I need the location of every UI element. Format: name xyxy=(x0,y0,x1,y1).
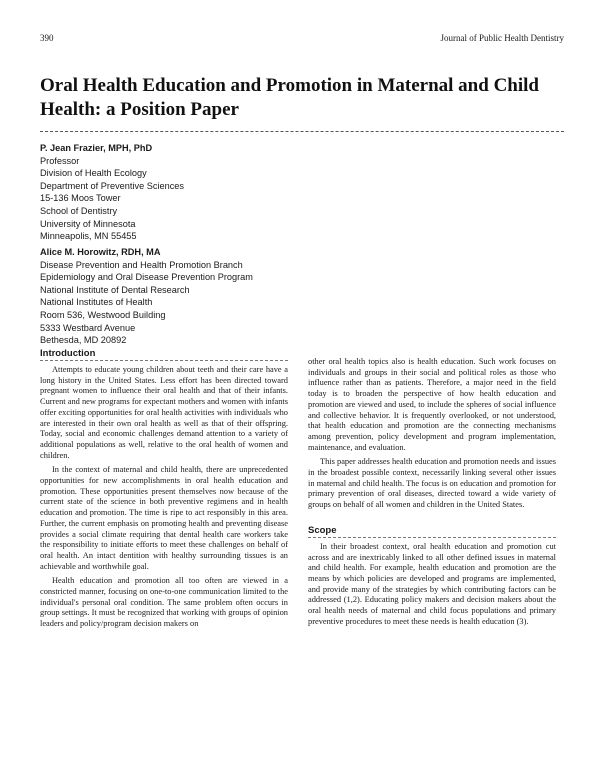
title-divider xyxy=(40,131,564,132)
author-affiliation-line: Minneapolis, MN 55455 xyxy=(40,231,137,242)
author-affiliation-line: National Institute of Dental Research xyxy=(40,284,190,295)
author-affiliation-line: 15-136 Moos Tower xyxy=(40,193,121,204)
author-affiliation-line: Epidemiology and Oral Disease Prevention Program xyxy=(40,272,253,283)
author-name: P. Jean Frazier, MPH, PhD xyxy=(40,143,153,153)
body-paragraph: Attempts to educate young children about teeth and their care have a long history in the United States. Less effort has been directed toward pregnant women to influence their oral health and that of their infants. Current and new programs for expectant mothers and women with infants offer exciting opportunities for oral health activities with individuals who are interested in their own oral health as well as that of their offspring. Today, social and economic challenges demand attention to a variety of additional populations as well, relative to the oral health of women and children. xyxy=(40,365,288,460)
author-affiliation-line: Room 536, Westwood Building xyxy=(40,309,166,320)
author-block-2 xyxy=(40,246,253,347)
author-block-1 xyxy=(40,142,184,243)
author-affiliation-line: Professor xyxy=(40,155,80,166)
author-affiliation-line: School of Dentistry xyxy=(40,205,118,216)
left-column xyxy=(40,348,288,630)
body-paragraph: In the context of maternal and child health, there are unprecedented opportunities for new accomplishments in oral health education and promotion. These opportunities present themselves now because of the current state of the science in both preventive regimens and in health education and promotion. The time is ripe to act responsibly in this area. Further, the current emphasis on promoting health and preventing disease provides a social climate requiring that dental health care workers take the responsibility to initiate efforts to meet these challenges on behalf of oral health. An intact dentition with healthy surrounding tissues is an achievable and worthwhile goal. xyxy=(40,465,288,571)
author-affiliation-line: Division of Health Ecology xyxy=(40,168,147,179)
article-title: Oral Health Education and Promotion in Maternal and Child Health: a Position Paper xyxy=(40,75,539,120)
section-heading-introduction: Introduction xyxy=(40,348,288,361)
author-affiliation-line: 5333 Westbard Avenue xyxy=(40,322,136,333)
body-paragraph: This paper addresses health education and promotion needs and issues in the broadest possible context, necessarily linking several other issues in maternal and child health. The focus is on education and promotion for primary prevention of oral diseases, directed toward a wide variety of groups on behalf of all women and children in the United States. xyxy=(308,457,556,510)
section-heading-scope: Scope xyxy=(308,525,556,538)
body-paragraph: Health education and promotion all too often are viewed in a constricted manner, focusing on one-to-one communication limited to the individual's personal oral condition. The same problem often occurs in group settings. It must be recognized that working with groups of opinion leaders and policy/program decision makers on xyxy=(40,576,288,629)
journal-name: Journal of Public Health Dentistry xyxy=(440,33,564,43)
author-name: Alice M. Horowitz, RDH, MA xyxy=(40,247,161,257)
body-paragraph: other oral health topics also is health education. Such work focuses on individuals and groups in their social and political roles as those who influence rather than as patients. Therefore, a major need in the field today is to broaden the perspective of how health education and promotion are viewed and used, to include the spheres of social influence and collective behavior. It is frequently overlooked, or not understood, that health education and promotion are the connecting mechanisms among prevention, policy development and program implementation, maintenance, and evaluation. xyxy=(308,357,556,452)
page-number: 390 xyxy=(40,33,54,43)
author-affiliation-line: Bethesda, MD 20892 xyxy=(40,335,127,346)
body-paragraph: In their broadest context, oral health education and promotion cut across and are inextricably linked to all other defined issues in maternal and child health. For example, health education and promotion are the means by which policies are developed and programs are implemented, and provide many of the strategies by which contributing factors can be addressed (1,2). Educating policy makers and decision makers about the oral health needs of maternal and child focus populations and primary preventive procedures to meet these needs is health education (3). xyxy=(308,541,556,626)
author-affiliation-line: National Institutes of Health xyxy=(40,297,153,308)
author-affiliation-line: University of Minnesota xyxy=(40,218,136,229)
right-column xyxy=(308,357,556,627)
author-affiliation-line: Disease Prevention and Health Promotion Branch xyxy=(40,259,243,270)
author-affiliation-line: Department of Preventive Sciences xyxy=(40,180,185,191)
